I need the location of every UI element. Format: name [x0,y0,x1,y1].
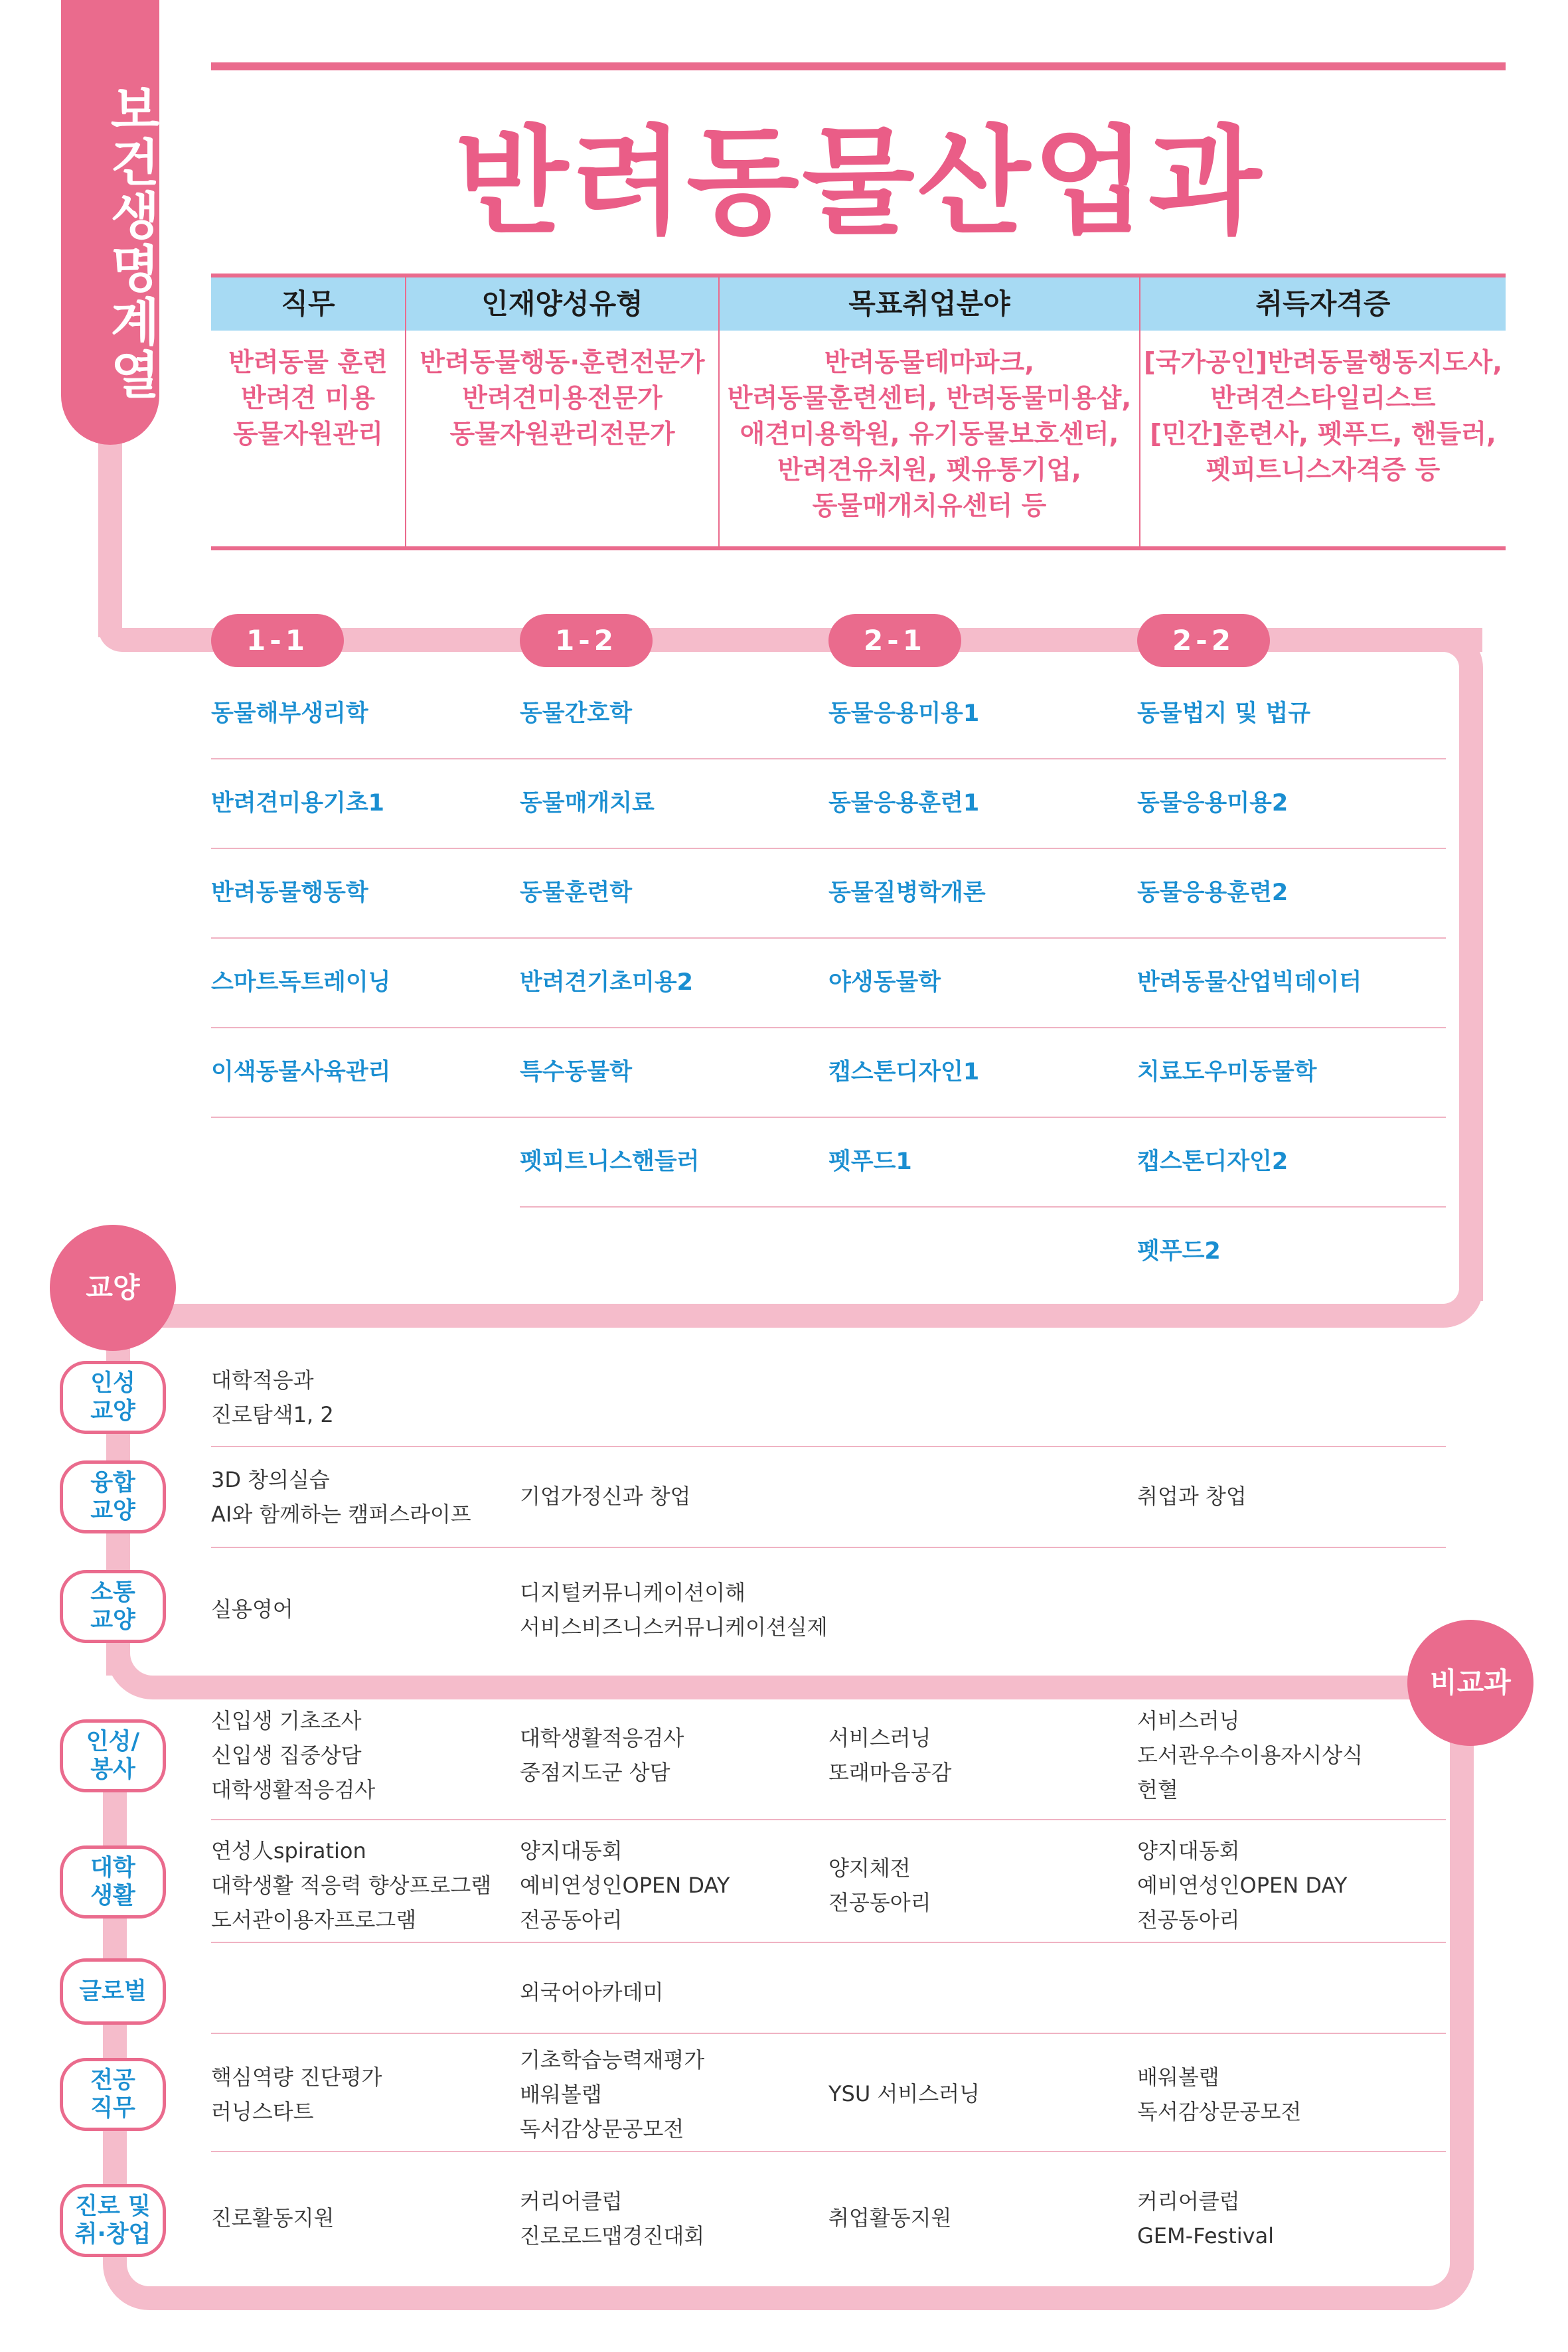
course-item: 특수동물학 [520,1059,633,1085]
extra-cell: 핵심역량 진단평가 러닝스타트 [211,2065,382,2124]
course-item: 동물응용훈련2 [1137,880,1289,906]
course-row-line [211,937,1446,939]
general-row-line [211,1547,1446,1548]
extra-cell: 외국어아카데미 [520,1980,664,2005]
extra-cell: 서비스러닝 또래마음공감 [828,1725,952,1785]
general-row-line [211,1446,1446,1447]
extracurricular-section-circle: 비교과 [1407,1620,1533,1746]
course-item: 반려동물행동학 [211,880,368,906]
course-row-line [211,1117,1446,1118]
extra-cell: YSU 서비스러닝 [828,2081,980,2106]
category-badge: 글로벌 [60,1958,166,2025]
course-item: 펫푸드2 [1137,1238,1221,1265]
course-item: 동물질병학개론 [828,880,986,906]
course-row-line [211,848,1446,849]
category-badge: 소통 교양 [60,1570,166,1643]
course-item: 동물응용미용1 [828,700,980,727]
track-right-lowest [1450,1726,1474,2270]
extra-cell: 진로활동지원 [211,2205,335,2231]
extra-cell: 신입생 기초조사 신입생 집중상담 대학생활적응검사 [211,1708,376,1802]
course-row-line [211,1027,1446,1028]
course-item: 치료도우미동물학 [1137,1059,1317,1085]
general-cell: 실용영어 [211,1597,293,1622]
category-badge: 융합 교양 [60,1460,166,1533]
course-item: 캡스톤디자인1 [828,1059,980,1085]
course-row-line [520,1206,1446,1208]
side-tab-label: 보건생명계열 [102,83,161,402]
course-item: 동물응용미용2 [1137,790,1289,817]
table-cell-talent: 반려동물행동·훈련전문가 반려견미용전문가 동물자원관리전문가 [420,348,705,449]
extra-cell: 연성人spiration 대학생활 적응력 향상프로그램 도서관이용자프로그램 [211,1838,492,1932]
course-item: 반려견미용기초1 [211,790,385,817]
table-header-job: 직무 [211,277,405,331]
extra-cell: 커리어클럽 진로로드맵경진대회 [520,2189,705,2248]
track-left-upper [98,438,122,637]
page-title: 반려동물산업과 [455,114,1265,250]
track-bottom-horizontal [159,2286,1414,2310]
course-item: 동물간호학 [520,700,633,727]
category-badge: 인성 교양 [60,1361,166,1434]
extra-row-line [211,1942,1446,1943]
course-item: 동물해부생리학 [211,700,368,727]
extra-cell: 배워볼랩 독서감상문공모전 [1137,2065,1302,2124]
course-item: 펫푸드1 [828,1148,912,1175]
extra-row-line [211,1819,1446,1820]
general-cell: 기업가정신과 창업 [520,1484,691,1509]
course-item: 동물훈련학 [520,880,633,906]
general-cell: 대학적응과 진로탐색1, 2 [211,1368,334,1427]
extra-cell: 양지대동회 예비연성인OPEN DAY 전공동아리 [520,1838,730,1932]
table-bottom-rule [211,546,1506,550]
general-cell: 취업과 창업 [1137,1484,1247,1509]
course-row-line [211,758,1446,759]
extra-cell: 양지대동회 예비연성인OPEN DAY 전공동아리 [1137,1838,1348,1932]
general-section-circle: 교양 [50,1225,176,1351]
extra-cell: 서비스러닝 도서관우수이용자시상식 헌혈 [1137,1708,1364,1802]
course-item: 동물매개치료 [520,790,655,817]
semester-pill-2-1: 2-1 [828,614,961,667]
general-cell: 3D 창의실습 AI와 함께하는 캠퍼스라이프 [211,1467,471,1527]
table-header-talent: 인재양성유형 [406,277,718,331]
course-item: 반려동물산업빅데이터 [1137,969,1362,996]
extra-cell: 커리어클럽 GEM-Festival [1137,2189,1275,2248]
extra-cell: 양지체전 전공동아리 [828,1855,931,1915]
category-badge: 인성/ 봉사 [60,1719,166,1792]
table-cell-job: 반려동물 훈련 반려견 미용 동물자원관리 [228,348,388,449]
track-middle-horizontal [116,1304,1444,1328]
course-item: 펫피트니스핸들러 [520,1148,700,1175]
course-item: 캡스톤디자인2 [1137,1148,1289,1175]
extra-cell: 취업활동지원 [828,2205,952,2231]
table-cell-cert: [국가공인]반려동물행동지도사, 반려견스타일리스트 [민간]훈련사, 펫푸드, 핸들러, 펫피트니스자격증 등 [1143,348,1503,485]
semester-pill-1-1: 1-1 [211,614,344,667]
track-right-upper [1459,677,1483,1301]
course-item: 스마트독트레이닝 [211,969,391,996]
category-badge: 대학 생활 [60,1845,166,1919]
extra-cell: 기초학습능력재평가 배워볼랩 독서감상문공모전 [520,2047,705,2142]
course-item: 야생동물학 [828,969,941,996]
extra-row-line [211,2151,1446,2152]
title-top-bar [211,62,1506,70]
extra-cell: 대학생활적응검사 중점지도군 상담 [520,1725,684,1785]
table-header-target: 목표취업분야 [720,277,1139,331]
category-badge: 진로 및 취·창업 [60,2184,166,2257]
course-item: 동물법지 및 법규 [1137,700,1311,727]
course-item: 동물응용훈련1 [828,790,980,817]
course-item: 이색동물사육관리 [211,1059,391,1085]
course-item: 반려견기초미용2 [520,969,694,996]
category-badge: 전공 직무 [60,2058,166,2131]
track-lower-horizontal [179,1676,1427,1699]
extra-row-line [211,2033,1446,2034]
table-cell-target: 반려동물테마파크, 반려동물훈련센터, 반려동물미용샵, 애견미용학원, 유기동물보호센터, 반려견유치원, 펫유통기업, 동물매개치유센터 등 [727,348,1132,521]
general-cell: 디지털커뮤니케이션이해 서비스비즈니스커뮤니케이션실제 [520,1580,828,1640]
table-header-cert: 취득자격증 [1140,277,1506,331]
semester-pill-1-2: 1-2 [520,614,653,667]
semester-pill-2-2: 2-2 [1137,614,1270,667]
